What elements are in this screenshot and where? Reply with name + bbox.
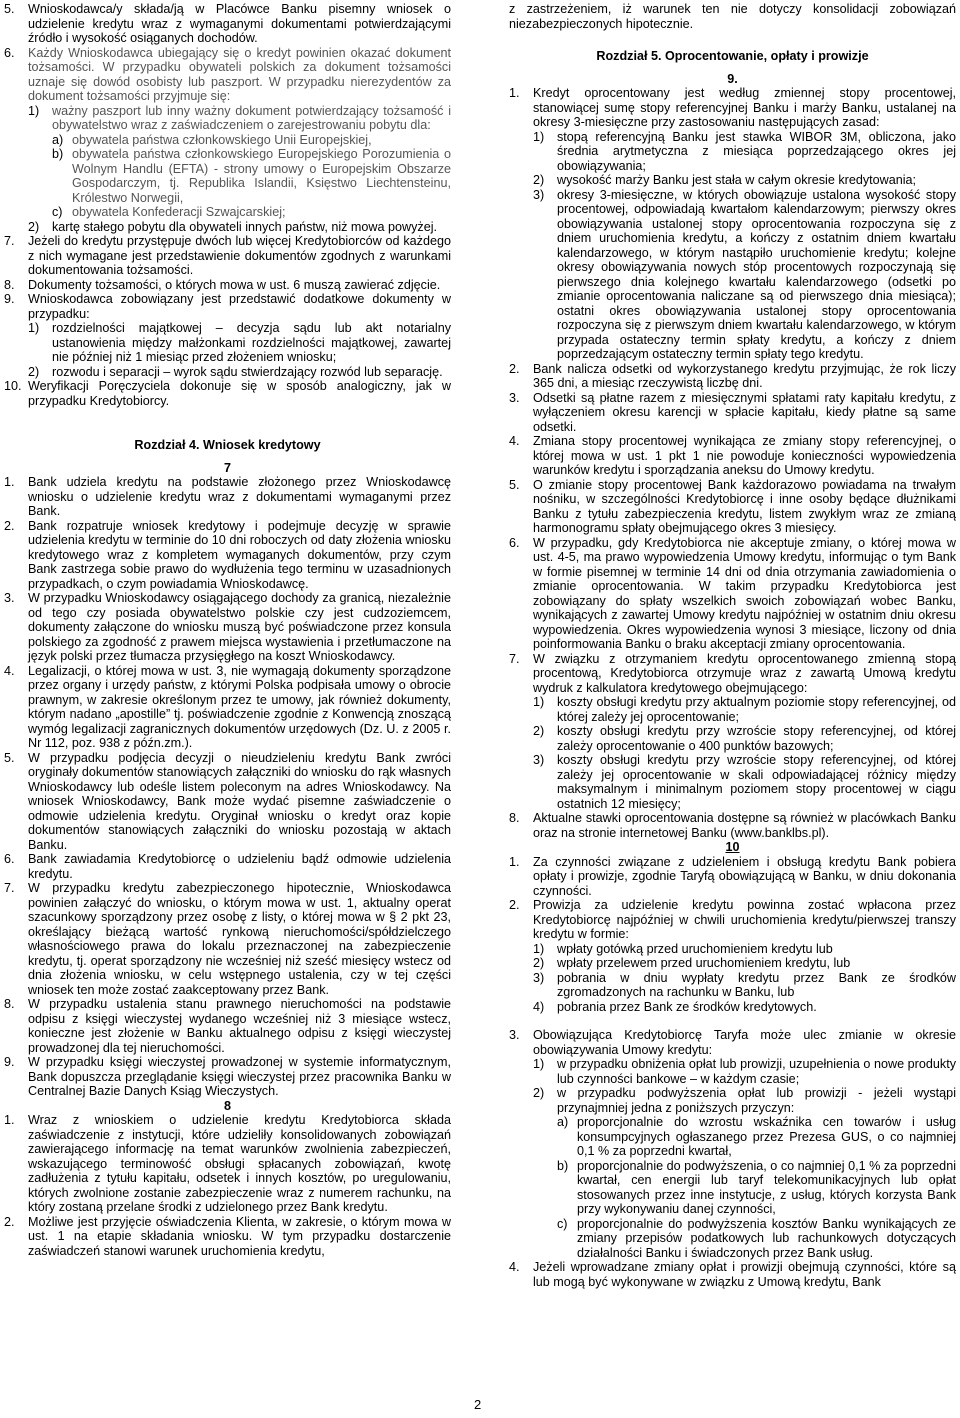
list-item: 7. W związku z otrzymaniem kredytu oprocentowanego zmienną stopą procentową, Kredytobiorca otrzymuje wraz z zawartą Umową kredytu wydruk z kalkulatora kredytowego obejmującego: — [509, 651, 956, 695]
sub-item: 2) rozwodu i separacji – wyrok sądu stwierdzający rozwód lub separację. — [28, 364, 443, 379]
list-item: 3. Odsetki są płatne razem z miesięcznymi spłatami raty kapitału kredytu, z wyłączeniem okresu karencji w spłacie kapitału, kiedy płatne są same odsetki. — [509, 390, 956, 434]
sub-sub-item: b) obywatela państwa członkowskiego Europejskiego Porozumienia o Wolnym Handlu (EFTA) - strony umowy o Europejskim Obszarze Gospodarczym, tj. Republika Islandii, Księstwo Liechtensteinu, Królestwo Norwegii, — [52, 147, 451, 205]
sub-item: 3) koszty obsługi kredytu przy wzroście stopy referencyjnej, od której zależy jej oprocentowanie w skali odpowiadającej różnicy między maksymalnym i minimalnym poziomem stopy procentowej w ciągu ostatnich 12 miesięcy; — [533, 753, 956, 811]
continuation-text: z zastrzeżeniem, iż warunek ten nie dotyczy konsolidacji zobowiązań niezabezpieczonych hipotecznie. — [509, 2, 956, 31]
sub-item: 1) w przypadku obniżenia opłat lub prowizji, uzupełnienia o nowe produkty lub czynności bankowe – w każdym czasie; — [533, 1057, 956, 1086]
sub-item: 2) wysokość marży Banku jest stała w całym okresie kredytowania; — [533, 173, 917, 187]
paragraph-number: 7 — [223, 460, 231, 475]
list-item: 9. W przypadku księgi wieczystej prowadzonej w systemie informatycznym, Bank dopuszcza przeglądanie księgi wieczystej przez pracownika Banku w Centralnej Bazie Danych Ksiąg Wieczystych. — [4, 1055, 451, 1098]
sub-item: 1) ważny paszport lub inny ważny dokument potwierdzający tożsamość i obywatelstwo wraz z zaświadczeniem o zarejestrowaniu pobytu dla: — [28, 103, 451, 132]
list-item: 4. Legalizacji, o której mowa w ust. 3, nie wymagają dokumenty sporządzone przez organy i urzędy państw, z którymi Polska podpisała umowy o obrocie prawnym, w zakresie określonym przez te umowy, jak również dokumenty, którym nadano „apostille” tj. poświadczenie zgodnie z Konwencją znoszącą wymóg legalizacji zagranicznych dokumentów urzędowych (Dz. U. z 2005 r. Nr 112, poz. 938 z późn.zm.). — [4, 663, 451, 750]
sub-item: 1) rozdzielności majątkowej – decyzja sądu lub akt notarialny ustanowienia między małżonkami rozdzielności majątkowej, zawartej nie później niż 1 miesiąc przed złożeniem wniosku; — [28, 321, 451, 364]
list-item: 5. O zmianie stopy procentowej Bank każdorazowo powiadama na trwałym nośniku, w szczególności Kredytobiorcę i inne osoby będące dłużnikami Banku z tytułu zabezpieczenia kredytu, listem zwykłym wraz ze zmianą harmonogramu spłaty obejmującego okres 3 miesięcy. — [509, 477, 956, 535]
list-item: 1. Bank udziela kredytu na podstawie złożonego przez Wnioskodawcę wniosku o udzielenie kredytu wraz z dokumentami wymaganymi przez Bank. — [4, 475, 451, 518]
left-column — [4, 2, 451, 1258]
list-item: 8. Aktualne stawki oprocentowania dostępne są również w placówkach Banku oraz na stronie internetowej Banku (www.banklbs.pl). — [509, 811, 956, 840]
sub-item: 4) pobrania przez Bank ze środków kredytowych. — [533, 999, 817, 1014]
list-item: 7. W przypadku kredytu zabezpieczonego hipotecznie, Wnioskodawca powinien załączyć do wniosku, o którym mowa w ust. 1, aktualny operat szacunkowy sporządzony przez osobę z listy, o której mowa w § 2 pkt 23, określający bieżącą wartość rynkową nieruchomości/spółdzielczego własnościowego prawa do lokalu przeznaczonej na zabezpieczenie kredytu, tj. operat sporządzony nie wcześniej niż sześć miesięcy wstecz od dnia złożenia wniosku, w celu wstępnego ustalenia, czy w tej części wniosek ten może zostać zaakceptowany przez Bank. — [4, 881, 451, 997]
list-item: 1. Za czynności związane z udzieleniem i obsługą kredytu Bank pobiera opłaty i prowizje, zgodnie Taryfą obowiązującą w Banku, w dniu dokonania czynności. — [509, 854, 956, 898]
list-item: 10. Weryfikacji Poręczyciela dokonuje się w sposób analogiczny, jak w przypadku Kredytobiorcy. — [4, 379, 451, 408]
list-item: 3. Obowiązująca Kredytobiorcę Taryfa może ulec zmianie w okresie obowiązywania Umowy kredytu: — [509, 1028, 956, 1057]
paragraph-number: 9. — [727, 71, 738, 86]
sub-sub-item: a) obywatela państwa członkowskiego Unii Europejskiej, — [52, 132, 372, 147]
sub-sub-item: c) proporcjonalnie do podwyższenia kosztów Banku wynikających ze zmiany przepisów podatkowych lub rachunkowych dotyczących działalności Banku i świadczonych przez Bank usług. — [557, 1216, 956, 1260]
list-item: 2. Bank nalicza odsetki od wykorzystanego kredytu przyjmując, że rok liczy 365 dni, a miesiąc rzeczywistą liczbę dni. — [509, 361, 956, 390]
list-item: 2. Możliwe jest przyjęcie oświadczenia Klienta, w zakresie, o którym mowa w ust. 1 na etapie składania wniosku. W tym przypadku dostarczenie zaświadczeń stanowi warunek uruchomienia kredytu, — [4, 1214, 451, 1258]
page-number: 2 — [474, 1397, 482, 1412]
list-item: 6. W przypadku, gdy Kredytobiorca nie akceptuje zmiany, o której mowa w ust. 4-5, ma prawo wypowiedzenia Umowy kredytu, informując o tym Bank w formie pisemnej w terminie 14 dni od dnia otrzymania zawiadomienia o zmianie oprocentowania. W takim przypadku Kredytobiorca jest zobowiązany do spłaty wszelkich swoich zobowiązań wobec Banku, wynikających z zawartej Umowy kredytu najpóźniej w ostatnim dniu okresu wypowiedzenia. Okres wypowiedzenia wynosi 3 miesiące, liczony od dnia poinformowania Banku o braku akceptacji zmiany oprocentowania. — [509, 535, 956, 651]
list-item: 6. Bank zawiadamia Kredytobiorcę o udzieleniu bądź odmowie udzielenia kredytu. — [4, 852, 451, 881]
sub-item: 3) pobrania w dniu wypłaty kredytu przez Bank ze środków zgromadzonych na rachunku w Banku, lub — [533, 970, 956, 999]
list-item: 5. Wnioskodawca/y składa/ją w Placówce Banku pisemny wniosek o udzielenie kredytu wraz z wymaganymi dokumentami potwierdzającymi źródło i wysokość osiąganych dochodów. — [4, 2, 451, 45]
list-item: 7. Jeżeli do kredytu przystępuje dwóch lub więcej Kredytobiorców od każdego z nich wymagane jest przedstawienie dokumentów zgodnych z warunkami dokumentowania tożsamości. — [4, 234, 451, 277]
list-item: 5. W przypadku podjęcia decyzji o nieudzieleniu kredytu Bank zwróci oryginały dokumentów stanowiących załączniki do wniosku do rąk własnych Wnioskodawcy lub odeśle listem poleconym na adres Wnioskodawcy. Na wniosek Wnioskodawcy, Bank może wydać pisemne zaświadczenie o odmowie udzielenia kredytu. Oryginał wniosku o kredyt oraz kopie dokumentów stanowiących załączniki do wniosku pozostają w aktach Banku. — [4, 750, 451, 852]
sub-item: 1) wpłaty gotówką przed uruchomieniem kredytu lub — [533, 941, 833, 956]
sub-item: 1) koszty obsługi kredytu przy aktualnym poziomie stopy referencyjnej, od której zależy jej oprocentowanie; — [533, 695, 956, 724]
chapter-heading: Rozdział 5. Oprocentowanie, opłaty i prowizje — [596, 49, 869, 63]
sub-item: 2) wpłaty przelewem przed uruchomieniem kredytu, lub — [533, 956, 851, 970]
list-item: 1. Wraz z wnioskiem o udzielenie kredytu Kredytobiorca składa zaświadczenie z instytucji, które udzieliły konsolidowanych zobowiązań zawierającego informację na temat warunków zwolnienia zabezpieczeń, wskazującego terminowość obsługi spłacanych zobowiązań, kwotę zadłużenia z tytułu kapitału, odsetek i innych kosztów, po uregulowaniu, których zwolnione zostanie zabezpieczenie wraz z numerem rachunku, na który zostaną przelane środki z udzielonego przez Bank kredytu. — [4, 1113, 451, 1214]
sub-item: 2) w przypadku podwyższenia opłat lub prowizji - jeżeli wystąpi przynajmniej jedna z poniższych przyczyn: — [533, 1086, 956, 1115]
sub-sub-item: a) proporcjonalnie do wzrostu wskaźnika cen towarów i usług konsumpcyjnych ogłaszanego przez Prezesa GUS, o co najmniej 0,1 % za poprzedni kwartał, — [557, 1115, 956, 1158]
sub-sub-item: c) obywatela Konfederacji Szwajcarskiej; — [52, 205, 286, 219]
list-item: 2. Bank rozpatruje wniosek kredytowy i podejmuje decyzję w sprawie udzielenia kredytu w terminie do 10 dni roboczych od daty złożenia wniosku kredytowego wraz z kompletem wymaganych dokumentów, przy czym Bank zastrzega sobie prawo do wydłużenia tego terminu w uzasadnionych przypadkach, o czym powiadamia Wnioskodawcę. — [4, 518, 451, 591]
paragraph-number: 10 — [725, 840, 740, 854]
list-item: 6. Każdy Wnioskodawca ubiegający się o kredyt powinien okazać dokument tożsamości. W przypadku obywateli polskich za dokument tożsamości uznaje się dowód osobisty lub paszport. W przypadku nierezydentów za dokument tożsamości przyjmuje się: — [4, 45, 451, 103]
list-item: 1. Kredyt oprocentowany jest według zmiennej stopy procentowej, stanowiącej sumę stopy referencyjnej Banku i marży Banku, ustalanej na okresy 3-miesięczne przy zastosowaniu następujących zasad: — [509, 86, 956, 129]
list-item: 3. W przypadku Wnioskodawcy osiągającego dochody za granicą, niezależnie od tego czy posiada obywatelstwo polskie czy jest cudzoziemcem, dokumenty załączone do wniosku muszą być poświadczone przez konsula polskiego za zgodność z prawem miejsca wystawienia i przetłumaczone na język polski przez tłumacza przysięgłego na koszt Wnioskodawcy. — [4, 591, 451, 663]
list-item: 8. Dokumenty tożsamości, o których mowa w ust. 6 muszą zawierać zdjęcie. — [4, 277, 441, 292]
right-column — [509, 2, 956, 1289]
sub-item: 3) okresy 3-miesięczne, w których obowiązuje ustalona wysokość stopy procentowej, odpowiadają kwartałom kalendarzowym; pierwszy okres obowiązywania ustalonej stopy oprocentowania rozpoczyna się z dniem uruchomienia kredytu, a kończy z ostatnim dniem kwartału kalendarzowego, w którym nastąpiło uruchomienie kredytu; kolejne okresy obowiązywania nowych stóp procentowych rozpoczynają się pierwszego dnia kolejnego kwartału kalendarzowego (odsetki po zmianie oprocentowania naliczane są od pierwszego dnia miesiąca); ostatni okres obowiązywania ustalonej stopy oprocentowania rozpoczyna się z pierwszym dniem kwartału kalendarzowego, w którym przypada ostateczny termin spłaty kredytu, a kończy z dniem poprzedzającym ostateczny termin spłaty tego kredytu. — [533, 187, 956, 361]
paragraph-number: 8 — [223, 1098, 231, 1113]
list-item: 9. Wnioskodawca zobowiązany jest przedstawić dodatkowe dokumenty w przypadku: — [4, 292, 451, 321]
list-item: 2. Prowizja za udzielenie kredytu powinna zostać wpłacona przez Kredytobiorcę najpóźniej w chwili uruchomienia kredytu/pierwszej transzy kredytu w formie: — [509, 898, 956, 941]
list-item: 4. Jeżeli wprowadzane zmiany opłat i prowizji obejmują czynności, które są lub mogą być wykonywane w związku z Umową kredytu, Bank — [509, 1260, 956, 1289]
chapter-heading: Rozdział 4. Wniosek kredytowy — [134, 438, 321, 452]
list-item: 4. Zmiana stopy procentowej wynikająca ze zmiany stopy referencyjnej, o której mowa w ust. 1 pkt 1 nie powoduje konieczności wypowiedzenia warunków kredytu i sporządzania aneksu do Umowy kredytu. — [509, 434, 956, 477]
sub-item: 2) koszty obsługi kredytu przy wzroście stopy referencyjnej, od której zależy oprocentowanie o 400 punktów bazowych; — [533, 724, 956, 753]
sub-item: 2) kartę stałego pobytu dla obywateli innych państw, niż mowa powyżej. — [28, 219, 438, 234]
sub-item: 1) stopą referencyjną Banku jest stawka WIBOR 3M, obliczona, jako średnia arytmetyczna z miesiąca poprzedzającego okres jej obowiązywania; — [533, 129, 956, 173]
list-item: 8. W przypadku ustalenia stanu prawnego nieruchomości na podstawie odpisu z księgi wieczystej wydanego wcześniej niż 3 miesiące wstecz, konieczne jest złożenie w Banku aktualnego odpisu z księgi wieczystej prowadzonej dla tej nieruchomości. — [4, 997, 451, 1055]
sub-sub-item: b) proporcjonalnie do podwyższenia, o co najmniej 0,1 % za poprzedni kwartał, cen energii lub taryf telekomunikacyjnych lub opłat stosowanych przez inne instytucje, z usług, których korzysta Bank przy wykonywaniu danej czynności, — [557, 1158, 956, 1216]
paragraph-7 — [4, 475, 451, 1099]
